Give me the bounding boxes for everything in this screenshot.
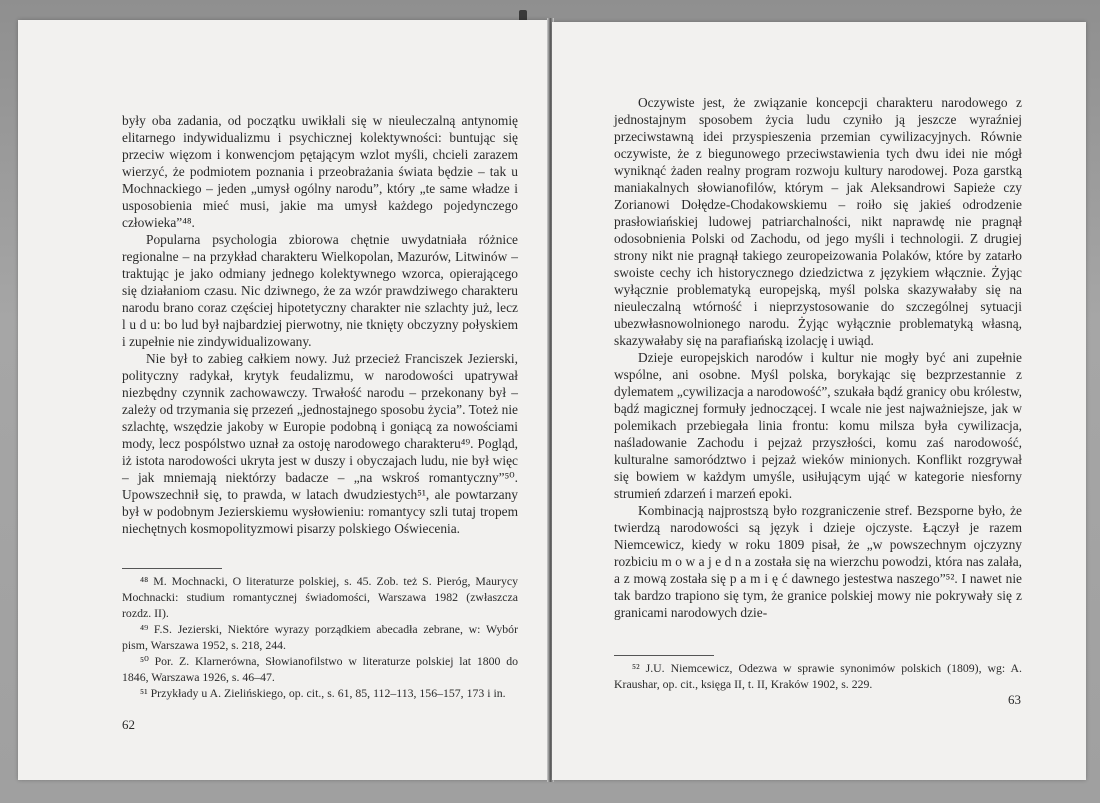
left-paragraph-3: Nie był to zabieg całkiem nowy. Już przecież Franciszek Jezierski, polityczny radykał, krytyk feudalizmu, w narodowości upatrywał niezbędny czynnik zachowawczy. Trwałość narodu – przekonany był – zależy od trzymania się przezeń „jednostajnego sposobu życia”. Toteż nie szlachtę, wszędzie jakoby w Europie podobną i goniącą za nowościami mody, lecz pospólstwo uznał za ostoję narodowego charakteru⁴⁹. Pogląd, iż istota narodowości ukryta jest w duszy i obyczajach ludu, nie był więc – jak mniemają niektórzy badacze – „na wskroś romantyczny”⁵⁰. Upowszechnił się, to prawda, w latach dwudziestych⁵¹, ale powtarzany był w podobnym Jezierskiemu wysłowieniu: romantycy szli tutaj tropem niechętnych kosmopolityzmowi pisarzy polskiego Oświecenia. — [122, 351, 518, 536]
footnote-50: ⁵⁰ Por. Z. Klarnerówna, Słowianofilstwo w literaturze polskiej lat 1800 do 1846, Warszawa 1926, s. 46–47. — [122, 654, 518, 684]
right-paragraph-1: Oczywiste jest, że związanie koncepcji charakteru narodowego z jednostajnym sposobem życia ludu czyniło ją jeszcze wyraźniej przeciwstawną idei przyspieszenia przemian cywilizacyjnych. Równie oczywiste, że z biegunowego przeciwstawienia tych dwu idei nie mógł wyniknąć żaden realny program rozwoju kultury narodowej. Poza garstką maniakalnych słowianofilów, którym – jak Aleksandrowi Sapieże czy Zorianowi Dołędze-Chodakowskiemu – roiło się jakieś odrodzenie prasłowiańskiej ludowej patriarchalności, nikt naprawdę nie pragnął odosobnienia Polski od Zachodu, od jego myśli i technologii. Z drugiej strony nikt nie pragnął takiego zeuropeizowania Polaków, które by zatarło swoiste cechy ich historycznego dziedzictwa z językiem włącznie. Żyjąc wyłącznie problematyką europejską, myśl polska skazywałaby się na nieuleczalną wtórność i nieprzystosowanie do szczególnej sytuacji ubezwłasnowolnionego narodu. Żyjąc wyłącznie problematyką własną, skazywałaby się na parafiańską izolację i uwiąd. — [614, 95, 1022, 348]
left-paragraph-1: były oba zadania, od początku uwikłali się w nieuleczalną antynomię elitarnego indywidualizmu i psychicznej kolektywności: buntując się przeciw więzom i konwencjom pętającym wzlot myśli, chcieli zarazem wierzyć, że podmiotem poznania i przeobrażania świata będzie – tak u Mochnackiego – jeden „umysł ogólny narodu”, który „te same władze i usposobienia mieć musi, jakie ma umysł każdego pojedynczego człowieka”⁴⁸. — [122, 113, 518, 230]
footnote-49: ⁴⁹ F.S. Jezierski, Niektóre wyrazy porządkiem abecadła zebrane, w: Wybór pism, Warszawa 1952, s. 218, 244. — [122, 622, 518, 652]
right-footnotes — [614, 655, 1022, 692]
left-footnotes — [122, 568, 518, 701]
right-paragraph-3: Kombinacją najprostszą było rozgraniczenie stref. Bezsporne było, że twierdzą narodowości są język i dzieje ojczyste. Łączył je razem Niemcewicz, kiedy w roku 1809 pisał, że „w powszechnym ojczyzny rozbiciu m o w a j e d n a została się na wierzchu powodzi, która nas zalała, a z mową została się p a m i ę ć dawnego jestestwa naszego”⁵². I nawet nie tak bardzo trapiono się tym, że granice polskiej mowy nie pokrywały się z granicami narodowych dzie- — [614, 503, 1022, 620]
footnote-51: ⁵¹ Przykłady u A. Zielińskiego, op. cit., s. 61, 85, 112–113, 156–157, 173 i in. — [140, 686, 506, 700]
left-page — [18, 20, 550, 780]
footnote-rule — [122, 568, 222, 569]
left-paragraph-2: Popularna psychologia zbiorowa chętnie uwydatniała różnice regionalne – na przykład charakteru Wielkopolan, Mazurów, Litwinów – traktując je jako odmiany jednego kolektywnego wzorca, opierającego się działaniom czasu. Nic dziwnego, że za wzór prawdziwego charakteru narodu brano coraz częściej hipotetyczny charakter nie szlachty już, lecz l u d u: bo lud był najbardziej pierwotny, nie tknięty obczyzny połyskiem i zupełnie nie zindywidualizowany. — [122, 232, 518, 349]
footnote-rule — [614, 655, 714, 656]
right-page-number: 63 — [1008, 692, 1021, 707]
footnote-48: ⁴⁸ M. Mochnacki, O literaturze polskiej, s. 45. Zob. też S. Pieróg, Maurycy Mochnacki: studium romantycznej świadomości, Warszawa 1982 (zwłaszcza rozdz. II). — [122, 574, 518, 620]
left-page-body — [122, 112, 518, 537]
right-page-body — [614, 94, 1022, 621]
left-page-number: 62 — [122, 717, 135, 732]
right-paragraph-2: Dzieje europejskich narodów i kultur nie mogły być ani zupełnie wspólne, ani osobne. Myśl polska, borykając się bezprzestannie z dylematem „cywilizacja a narodowość”, szukała bądź granicy obu królestw, bądź magicznej formuły jednoczącej. I wcale nie jest najważniejsze, jak w polemikach przebiegała linia frontu: komu milsza była cywilizacja, naśladowanie Zachodu i pejzaż przyszłości, komu zaś narodowość, kulturalne samorództwo i pejzaż wieków minionych. Konflikt rozgrywał się bowiem w każdym umyśle, usiłującym ująć w kategorie niesforny strumień zdarzeń i marzeń epoki. — [614, 350, 1022, 501]
footnote-52: ⁵² J.U. Niemcewicz, Odezwa w sprawie synonimów polskich (1809), wg: A. Kraushar, op. cit., księga II, t. II, Kraków 1902, s. 229. — [614, 661, 1022, 691]
right-page — [552, 22, 1086, 780]
